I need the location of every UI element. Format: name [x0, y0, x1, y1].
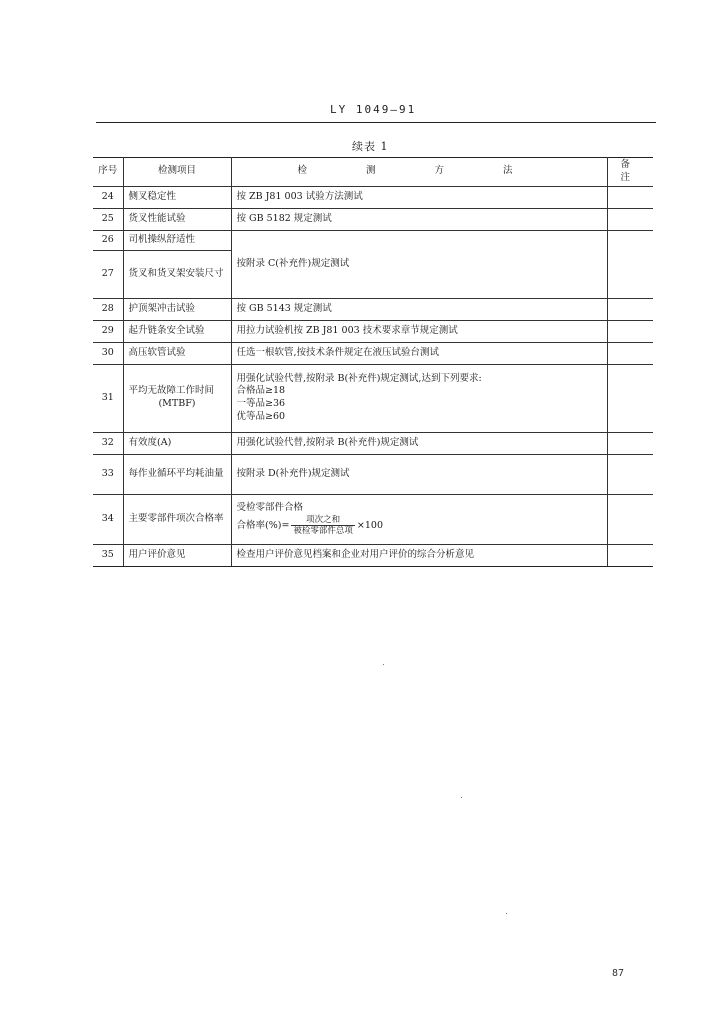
row-item: 护顶架冲击试验: [123, 298, 231, 320]
table-row: [93, 186, 653, 208]
row-item: 侧叉稳定性: [123, 186, 231, 208]
row-item: 用户评价意见: [123, 544, 231, 566]
row-note: [607, 186, 653, 208]
row-method: 用强化试验代替,按附录 B(补充件)规定测试: [231, 432, 607, 454]
row-item: 每作业循环平均耗油量: [123, 454, 231, 494]
row-method: 用拉力试验机按 ZB J81 003 技术要求章节规定测试: [231, 320, 607, 342]
table-header-row: [93, 158, 653, 187]
table-row: [93, 494, 653, 544]
row-note: [607, 494, 653, 544]
col-header-item: 检测项目: [123, 158, 231, 187]
row-method: 按附录 D(补充件)规定测试: [231, 454, 607, 494]
row-item: 货叉性能试验: [123, 208, 231, 230]
row-no: 24: [93, 186, 123, 208]
row-method: 按附录 C(补充件)规定测试: [231, 230, 607, 298]
row-item-main: 平均无故障工作时间: [128, 385, 215, 397]
row-note: [607, 364, 653, 432]
col-header-method: 检 测 方 法: [231, 158, 607, 187]
col-header-no: 序号: [93, 158, 123, 187]
row-method: 任选一根软管,按技术条件规定在液压试验台测试: [231, 342, 607, 364]
table-row: [93, 208, 653, 230]
row-no: 25: [93, 208, 123, 230]
scan-speck: [506, 913, 507, 914]
row-item: 有效度(A): [123, 432, 231, 454]
table-row: [93, 298, 653, 320]
formula-fraction: [291, 515, 355, 536]
row-item-sub: (MTBF): [158, 398, 196, 410]
row-note: [607, 208, 653, 230]
formula-numerator: 项次之和: [291, 515, 355, 526]
row-no: 33: [93, 454, 123, 494]
table-row: [93, 364, 653, 432]
test-method-table: [93, 157, 653, 567]
method-line: 合格品≥18: [236, 385, 286, 397]
row-item: 司机操纵舒适性: [123, 230, 231, 250]
row-note: [607, 544, 653, 566]
formula-tail: ×100: [356, 520, 384, 532]
row-note: [607, 454, 653, 494]
row-method: 检查用户评价意见档案和企业对用户评价的综合分析意见: [231, 544, 607, 566]
row-no: 31: [93, 364, 123, 432]
table-row: [93, 230, 653, 250]
row-method: 按 ZB J81 003 试验方法测试: [231, 186, 607, 208]
page-number: 87: [612, 968, 625, 979]
col-header-note: 备 注: [607, 158, 653, 187]
scan-speck: [383, 664, 384, 665]
row-item: 起升链条安全试验: [123, 320, 231, 342]
row-method: [231, 494, 607, 544]
row-no: 27: [93, 250, 123, 298]
table-row: [93, 432, 653, 454]
method-line: 用强化试验代替,按附录 B(补充件)规定测试,达到下列要求:: [236, 372, 482, 384]
row-no: 35: [93, 544, 123, 566]
header-rule: [96, 122, 656, 123]
row-no: 30: [93, 342, 123, 364]
table-caption: 续表 1: [352, 140, 389, 153]
row-note: [607, 432, 653, 454]
row-note: [607, 320, 653, 342]
row-no: 34: [93, 494, 123, 544]
formula-denominator: 被检零部件总项: [293, 526, 353, 537]
row-note: [607, 342, 653, 364]
row-method: 按 GB 5182 规定测试: [231, 208, 607, 230]
formula-lhs: 合格率(%)=: [236, 520, 290, 532]
row-no: 26: [93, 230, 123, 250]
row-item: 主要零部件项次合格率: [123, 494, 231, 544]
row-item: 高压软管试验: [123, 342, 231, 364]
row-note: [607, 230, 653, 298]
table-row: [93, 342, 653, 364]
table-row: [93, 454, 653, 494]
method-line: 一等品≥36: [236, 398, 286, 410]
row-method: [231, 364, 607, 432]
method-line: 受检零部件合格: [236, 502, 304, 514]
pass-rate-formula: [237, 515, 602, 536]
row-note: [607, 298, 653, 320]
method-line: 优等品≥60: [236, 410, 286, 422]
row-method: 按 GB 5143 规定测试: [231, 298, 607, 320]
scan-speck: [461, 797, 462, 798]
row-no: 32: [93, 432, 123, 454]
row-no: 29: [93, 320, 123, 342]
standard-code: LY 1049—91: [330, 103, 417, 116]
table-row: [93, 320, 653, 342]
row-item: [123, 364, 231, 432]
row-no: 28: [93, 298, 123, 320]
table-row: [93, 544, 653, 566]
row-item: 货叉和货叉架安装尺寸: [123, 250, 231, 298]
